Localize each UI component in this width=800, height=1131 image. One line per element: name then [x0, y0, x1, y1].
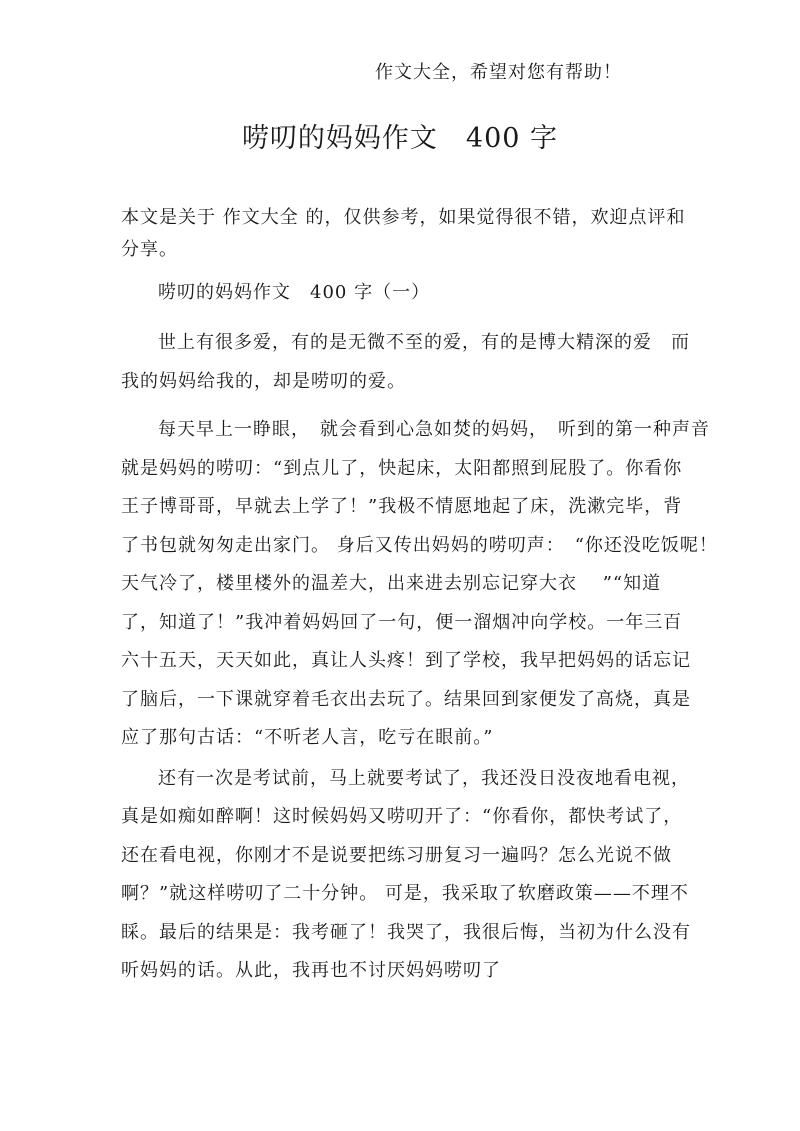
article-body [121, 324, 718, 995]
text-line: 就是妈妈的唠叨：“到点儿了，快起床，太阳都照到屁股了。你看你 [121, 457, 683, 479]
text-line: 我的妈妈给我的，却是唠叨的爱。 [121, 370, 406, 392]
text-line: 了，知道了！”我冲着妈妈回了一句，便一溜烟冲向学校。一年三百 [121, 611, 683, 633]
paragraph-2 [121, 411, 718, 758]
text-line: 还在看电视，你刚才不是说要把练习册复习一遍吗？怎么光说不做 [121, 844, 672, 866]
text-line: 睬。最后的结果是：我考砸了！我哭了，我很后悔，当初为什么没有 [121, 921, 691, 943]
text-line: 六十五天，天天如此，真让人头疼！到了学校，我早把妈妈的话忘记 [121, 650, 691, 671]
text-line: 王子博哥哥，早就去上学了！”我极不情愿地起了床，洗漱完毕，背 [121, 496, 683, 517]
text-line: 世上有很多爱，有的是无微不至的爱，有的是博大精深的爱 而 [158, 332, 690, 353]
text-line: 还有一次是考试前，马上就要考试了，我还没日没夜地看电视， [158, 767, 690, 789]
header-note: 作文大全，希望对您有帮助！ [375, 62, 622, 83]
text-line: 了书包就匆匆走出家门。 身后又传出妈妈的唠叨声： “你还没吃饭呢！ [121, 534, 718, 556]
text-line: 了脑后，一下课就穿着毛衣出去玩了。结果回到家便发了高烧，真是 [121, 688, 691, 710]
intro-line: 本文是关于 作文大全 的，仅供参考，如果觉得很不错，欢迎点评和 [121, 207, 686, 228]
text-line: 真是如痴如醉啊！这时候妈妈又唠叨开了：“你看你，都快考试了， [121, 806, 683, 827]
text-line: 每天早上一睁眼， 就会看到心急如焚的妈妈， 听到的第一种声音 [158, 419, 710, 440]
intro-line: 分享。 [121, 239, 178, 260]
page-title: 唠叨的妈妈作文 400 字 [241, 123, 559, 154]
text-line: 听妈妈的话。从此，我再也不讨厌妈妈唠叨了 [121, 960, 501, 981]
intro-paragraph [121, 202, 686, 266]
section-heading: 唠叨的妈妈作文 400 字（一） [158, 282, 431, 303]
text-line: 应了那句古话：“不听老人言，吃亏在眼前。” [121, 727, 494, 748]
paragraph-3 [121, 760, 691, 991]
text-line: 天气冷了，楼里楼外的温差大，出来进去别忘记穿大衣 ”“知道 [121, 573, 662, 594]
paragraph-1 [121, 324, 690, 401]
text-line: 啊？”就这样唠叨了二十分钟。 可是，我采取了软磨政策——不理不 [121, 883, 689, 904]
